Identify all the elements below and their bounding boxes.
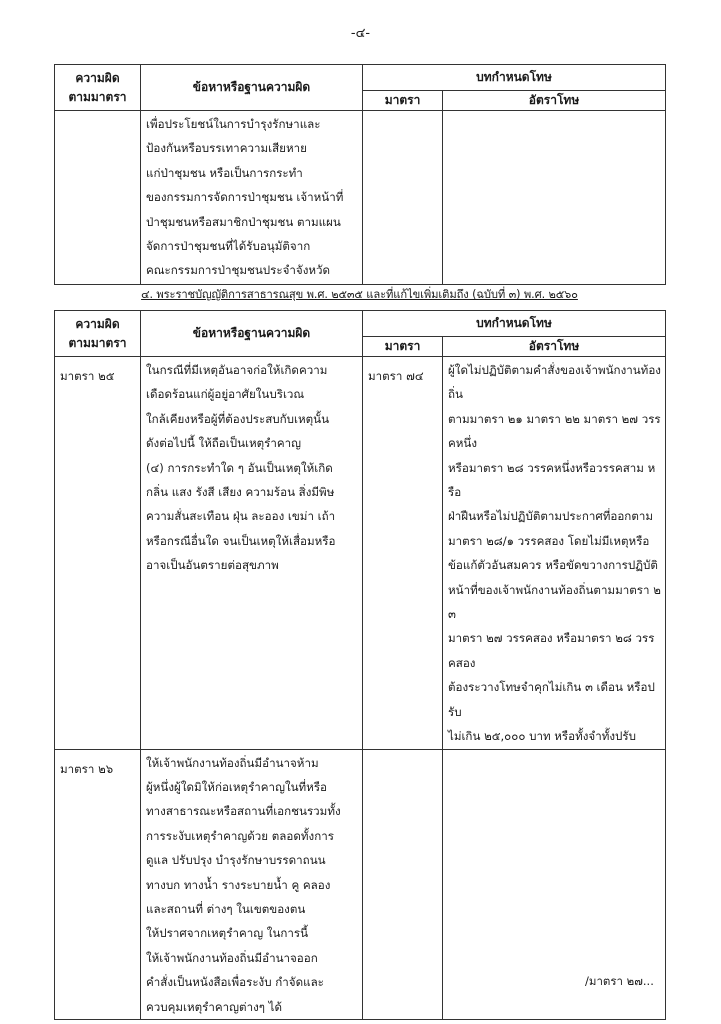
penalty-rate-cell (443, 111, 666, 285)
header-penalty: บทกำหนดโทษ (363, 311, 666, 337)
penalty-section-cell (363, 749, 443, 1019)
header-penalty: บทกำหนดโทษ (363, 65, 666, 91)
header-offense-line2: ตามมาตรา (68, 89, 127, 104)
table-row (55, 357, 666, 750)
header-offense-line1: ความผิด (75, 316, 120, 331)
penalty-section-cell (363, 111, 443, 285)
header-offense-line2: ตามมาตรา (68, 335, 127, 350)
charge-cell: ในกรณีที่มีเหตุอันอาจก่อให้เกิดความ เดือดร้อนแก่ผู้อยู่อาศัยในบริเวณ ใกล้เคียงหรือผู้ที่ต้องประสบกับเหตุนั้น ดังต่อไปนี้ ให้ถือเป็นเหตุรำคาญ (๔) การกระทำใด ๆ อันเป็นเหตุให้เกิด กลิ่น แสง รังสี เสียง ความร้อน สิ่งมีพิษ ความสั่นสะเทือน ฝุ่น ละออง เขม่า เถ้า หรือกรณีอื่นใด จนเป็นเหตุให้เสื่อมหรือ อาจเป็นอันตรายต่อสุขภาพ (141, 357, 363, 750)
table-row (55, 749, 666, 1019)
charge-cell: ให้เจ้าพนักงานท้องถิ่นมีอำนาจห้าม ผู้หนึ่งผู้ใดมิให้ก่อเหตุรำคาญในที่หรือ ทางสาธารณะหรือสถานที่เอกชนรวมทั้ง การระงับเหตุรำคาญด้วย ตลอดทั้งการ ดูแล ปรับปรุง บำรุงรักษาบรรดาถนน ทางบก ทางน้ำ รางระบายน้ำ คู คลอง และสถานที่ ต่างๆ ในเขตของตน ให้ปราศจากเหตุรำคาญ ในการนี้ ให้เจ้าพนักงานท้องถิ่นมีอำนาจออก คำสั่งเป็นหนังสือเพื่อระงับ กำจัดและ ควบคุมเหตุรำคาญต่างๆ ได้ (141, 749, 363, 1019)
next-page-note: /มาตรา ๒๗... (585, 974, 654, 988)
penalty-table-public-health (54, 310, 666, 1020)
section-title: ๔. พระราชบัญญัติการสาธารณสุข พ.ศ. ๒๕๓๕ และที่แก้ไขเพิ่มเติมถึง (ฉบับที่ ๓) พ.ศ. ๒๕๖๐ (141, 288, 578, 301)
header-charge: ข้อหาหรือฐานความผิด (141, 65, 363, 111)
offense-cell (55, 111, 141, 285)
charge-cell: เพื่อประโยชน์ในการบำรุงรักษาและ ป้องกันหรือบรรเทาความเสียหาย แก่ป่าชุมชน หรือเป็นการกระทำ ของกรรมการจัดการป่าชุมชน เจ้าหน้าที่ ป่าชุมชนหรือสมาชิกป่าชุมชน ตามแผน จัดการป่าชุมชนที่ได้รับอนุมัติจาก คณะกรรมการป่าชุมชนประจำจังหวัด (141, 111, 363, 285)
table-row (55, 111, 666, 285)
header-offense (55, 65, 141, 111)
header-charge: ข้อหาหรือฐานความผิด (141, 311, 363, 357)
offense-cell: มาตรา ๒๖ (55, 749, 141, 1019)
penalty-table-continued (54, 64, 666, 285)
header-penalty-rate: อัตราโทษ (443, 337, 666, 357)
header-penalty-section: มาตรา (363, 91, 443, 111)
penalty-section-cell: มาตรา ๗๔ (363, 357, 443, 750)
penalty-rate-cell: ผู้ใดไม่ปฏิบัติตามคำสั่งของเจ้าพนักงานท้องถิ่น ตามมาตรา ๒๑ มาตรา ๒๒ มาตรา ๒๗ วรรคหนึ่ง หรือมาตรา ๒๘ วรรคหนึ่งหรือวรรคสาม หรือ ฝ่าฝืนหรือไม่ปฏิบัติตามประกาศที่ออกตาม มาตรา ๒๘/๑ วรรคสอง โดยไม่มีเหตุหรือ ข้อแก้ตัวอันสมควร หรือขัดขวางการปฏิบัติ หน้าที่ของเจ้าพนักงานท้องถิ่นตามมาตรา ๒๓ มาตรา ๒๗ วรรคสอง หรือมาตรา ๒๘ วรรคสอง ต้องระวางโทษจำคุกไม่เกิน ๓ เดือน หรือปรับ ไม่เกิน ๒๕,๐๐๐ บาท หรือทั้งจำทั้งปรับ (443, 357, 666, 750)
header-offense (55, 311, 141, 357)
offense-cell: มาตรา ๒๕ (55, 357, 141, 750)
header-penalty-rate: อัตราโทษ (443, 91, 666, 111)
header-penalty-section: มาตรา (363, 337, 443, 357)
header-offense-line1: ความผิด (75, 70, 120, 85)
page-number: -๔- (350, 26, 371, 41)
